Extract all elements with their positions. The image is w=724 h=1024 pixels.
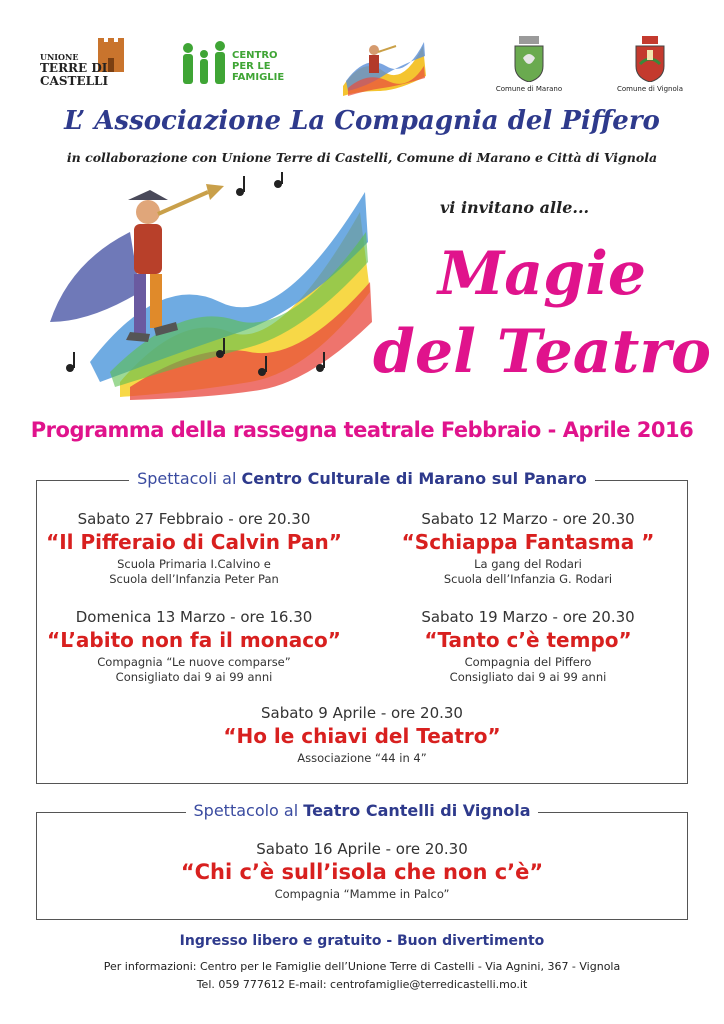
marano-label: Comune di Marano (495, 85, 563, 93)
event-title: “Schiappa Fantasma ” (401, 530, 655, 554)
section1-venue: Centro Culturale di Marano sul Panaro (241, 469, 587, 488)
event-subtitle: Associazione “44 in 4” (297, 751, 427, 765)
section1-prefix: Spettacoli al (137, 469, 237, 488)
event-card (358, 608, 698, 685)
unione-line1: UNIONE (40, 52, 79, 62)
event-date: Domenica 13 Marzo - ore 16.30 (75, 608, 313, 626)
centro-line2: PER LE (232, 61, 271, 72)
event-title: “Ho le chiavi del Teatro” (223, 724, 501, 748)
unione-terre-di-castelli-logo (38, 36, 138, 92)
magie-title-line2: del Teatro (373, 317, 711, 387)
event-subtitle: La gang del Rodari (474, 557, 582, 571)
association-title: L’ Associazione La Compagnia del Piffero (64, 106, 660, 136)
logo-row (0, 36, 724, 100)
invite-text: vi invitano alle... (440, 198, 590, 217)
piper-illustration (30, 172, 390, 402)
vignola-label: Comune di Vignola (617, 85, 683, 93)
piper-small-illustration (338, 36, 428, 98)
event-subtitle: Scuola Primaria I.Calvino e (117, 557, 271, 571)
event-date: Sabato 16 Aprile - ore 20.30 (256, 840, 468, 858)
section2-venue: Teatro Cantelli di Vignola (303, 801, 531, 820)
collaboration-line: in collaborazione con Unione Terre di Castelli, Comune di Marano e Città di Vignola (66, 150, 658, 165)
unione-line2: TERRE DI (40, 61, 108, 75)
event-card (24, 510, 364, 587)
centro-per-le-famiglie-logo (178, 36, 298, 92)
family-icon (178, 40, 230, 90)
comune-di-vignola-logo (610, 36, 690, 100)
event-title: “Il Pifferaio di Calvin Pan” (46, 530, 342, 554)
event-title: “L’abito non fa il monaco” (47, 628, 341, 652)
centro-line1: CENTRO (232, 50, 278, 61)
event-date: Sabato 27 Febbraio - ore 20.30 (77, 510, 311, 528)
event-card (192, 704, 532, 766)
event-subtitle: Compagnia “Le nuove comparse” (97, 655, 291, 669)
event-subtitle: Scuola dell’Infanzia G. Rodari (443, 572, 613, 586)
event-date: Sabato 19 Marzo - ore 20.30 (421, 608, 635, 626)
event-subtitle: Consigliato dai 9 ai 99 anni (115, 670, 273, 684)
event-subtitle: Scuola dell’Infanzia Peter Pan (109, 572, 279, 586)
marano-section-heading (0, 469, 724, 488)
section2-prefix: Spettacolo al (193, 801, 299, 820)
vignola-section-heading (0, 801, 724, 820)
contact-line: Tel. 059 777612 E-mail: centrofamiglie@terredicastelli.mo.it (196, 978, 528, 991)
event-date: Sabato 9 Aprile - ore 20.30 (261, 704, 463, 722)
event-date: Sabato 12 Marzo - ore 20.30 (421, 510, 635, 528)
event-title: “Tanto c’è tempo” (424, 628, 632, 652)
unione-line3: CASTELLI (40, 74, 109, 88)
programma-heading: Programma della rassegna teatrale Febbraio - Aprile 2016 (30, 418, 694, 442)
comune-di-marano-logo (484, 36, 574, 100)
event-card (24, 608, 364, 685)
event-title: “Chi c’è sull’isola che non c’è” (180, 860, 544, 884)
vignola-coat-of-arms-icon (630, 36, 670, 82)
magie-title-line1: Magie (437, 239, 647, 309)
centro-line3: FAMIGLIE (232, 72, 285, 83)
event-subtitle: Compagnia “Mamme in Palco” (274, 887, 450, 901)
marano-coat-of-arms-icon (509, 36, 549, 82)
event-card (358, 510, 698, 587)
info-address-line: Per informazioni: Centro per le Famiglie dell’Unione Terre di Castelli - Via Agnini, 367 - Vignola (103, 960, 621, 973)
event-card (142, 840, 582, 902)
event-subtitle: Consigliato dai 9 ai 99 anni (449, 670, 607, 684)
event-subtitle: Compagnia del Piffero (464, 655, 592, 669)
free-entry-line: Ingresso libero e gratuito - Buon divertimento (179, 933, 545, 949)
